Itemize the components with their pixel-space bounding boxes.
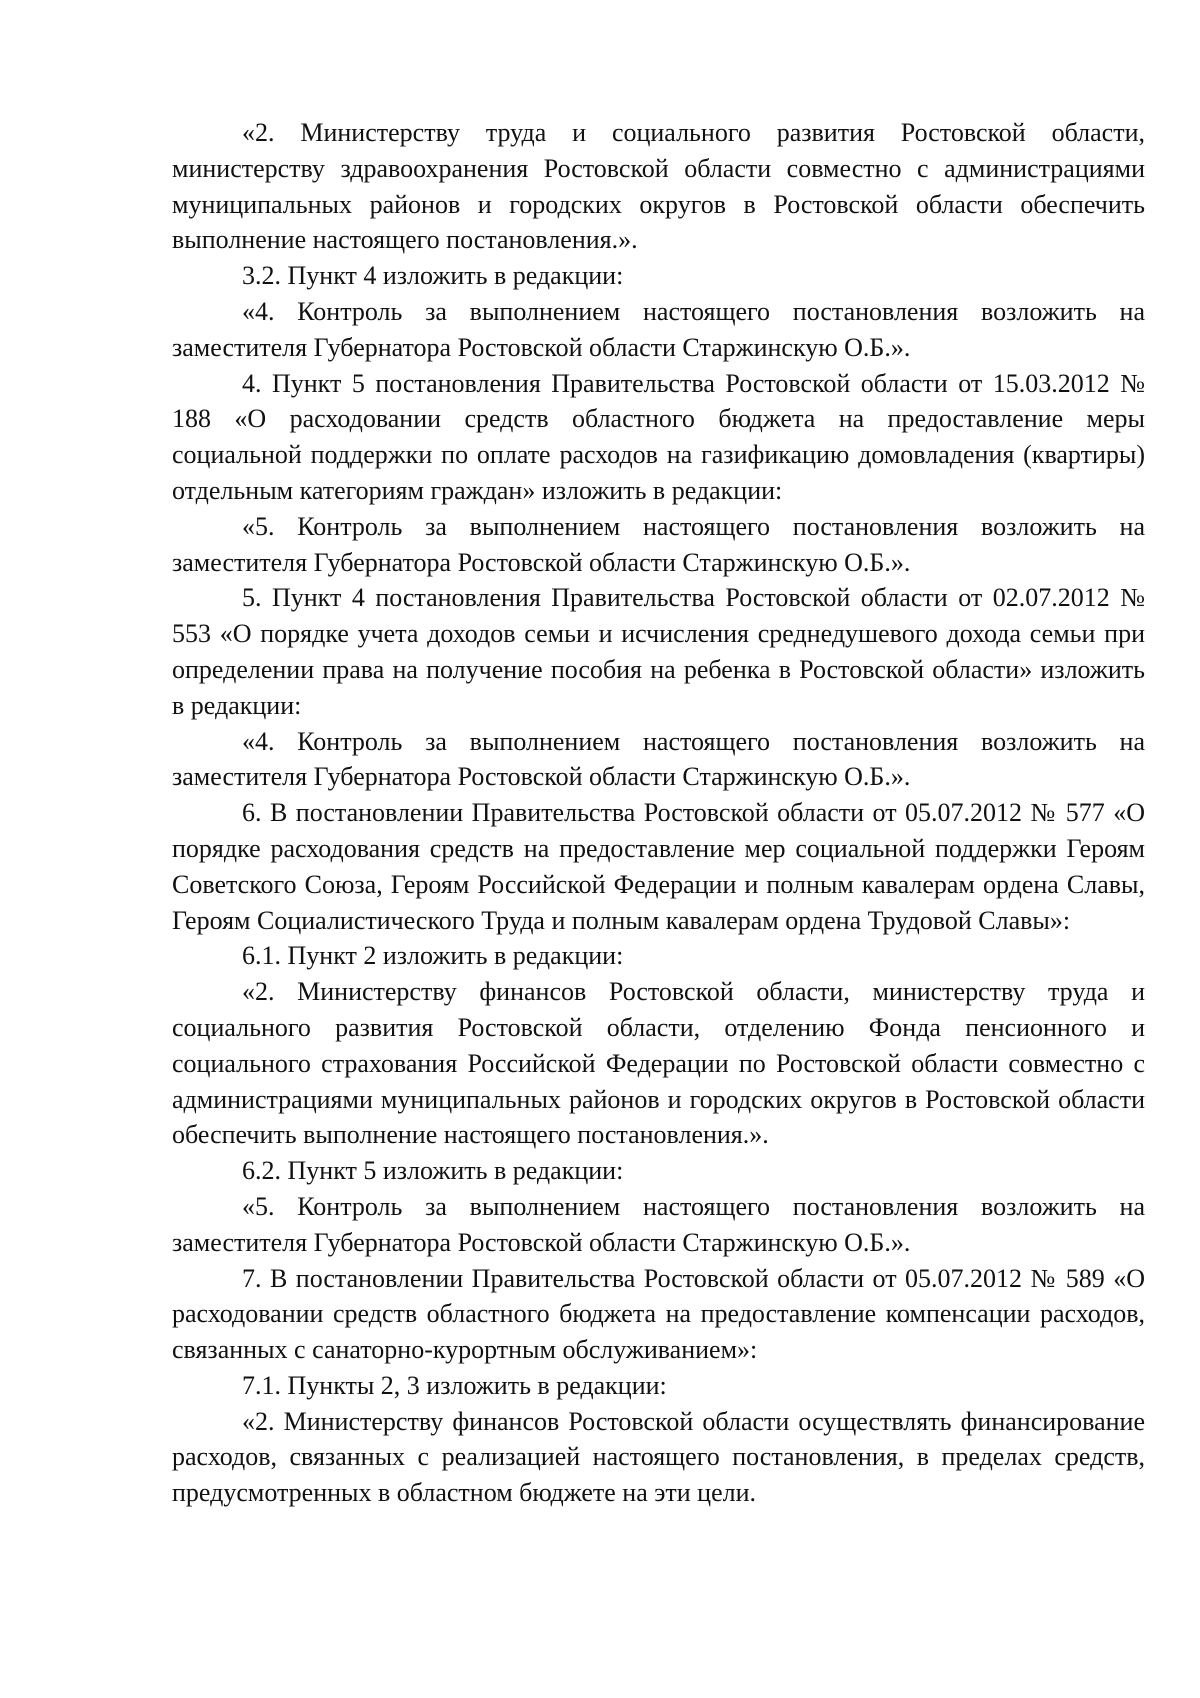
paragraph-clause-2-financing: «2. Министерству финансов Ростовской области осуществлять финансирование расходов, связанных с реализацией настоящего постановления, в пределах средств, предусмотренных в областном бюджете на эти цели.: [172, 1406, 1145, 1508]
paragraph-item-5: 5. Пункт 4 постановления Правительства Ростовской области от 02.07.2012 № 553 «О порядке учета доходов семьи и исчисления среднедушевого дохода семьи при определении права на получение пособия на ребенка в Ростовской области» изложить в редакции:: [172, 583, 1145, 720]
paragraph-item-6: 6. В постановлении Правительства Ростовской области от 05.07.2012 № 577 «О порядке расходования средств на предоставление мер социальной поддержки Героям Советского Союза, Героям Российской Федерации и полным кавалерам ордена Славы, Героям Социалистического Труда и полным кавалерам ордена Трудовой Славы»:: [172, 798, 1145, 935]
paragraph-clause-2-ministries: «2. Министерству труда и социального развития Ростовской области, министерству здравоохранения Ростовской области совместно с администрациями муниципальных районов и городских округов в Ростовской области обеспечить выполнение настоящего постановления.».: [172, 118, 1145, 255]
paragraph-3-2-heading: 3.2. Пункт 4 изложить в редакции:: [242, 261, 624, 291]
paragraph-clause-2-finance: «2. Министерству финансов Ростовской области, министерству труда и социального развития Ростовской области, отделению Фонда пенсионного и социального страхования Российской Федерации по Ростовской области совместно с администрациями муниципальных районов и городских округов в Ростовской области обеспечить выполнение настоящего постановления.».: [172, 977, 1145, 1150]
paragraph-6-2-heading: 6.2. Пункт 5 изложить в редакции:: [242, 1156, 624, 1186]
document-body: [172, 115, 1145, 1511]
paragraph-6-1-heading: 6.1. Пункт 2 изложить в редакции:: [242, 941, 624, 971]
paragraph-7-1-heading: 7.1. Пункты 2, 3 изложить в редакции:: [242, 1370, 667, 1400]
paragraph-item-7: 7. В постановлении Правительства Ростовской области от 05.07.2012 № 589 «О расходовании средств областного бюджета на предоставление компенсации расходов, связанных с санаторно-курортным обслуживанием»:: [172, 1263, 1145, 1365]
paragraph-clause-5-control-2: «5. Контроль за выполнением настоящего постановления возложить на заместителя Губернатора Ростовской области Старжинскую О.Б.».: [172, 1191, 1145, 1257]
paragraph-clause-4-control-2: «4. Контроль за выполнением настоящего постановления возложить на заместителя Губернатора Ростовской области Старжинскую О.Б.».: [172, 726, 1145, 792]
paragraph-item-4: 4. Пункт 5 постановления Правительства Ростовской области от 15.03.2012 № 188 «О расходовании средств областного бюджета на предоставление меры социальной поддержки по оплате расходов на газификацию домовладения (квартиры) отдельным категориям граждан» изложить в редакции:: [172, 368, 1145, 505]
paragraph-clause-5-control: «5. Контроль за выполнением настоящего постановления возложить на заместителя Губернатора Ростовской области Старжинскую О.Б.».: [172, 511, 1145, 577]
paragraph-clause-4-control: «4. Контроль за выполнением настоящего постановления возложить на заместителя Губернатора Ростовской области Старжинскую О.Б.».: [172, 296, 1145, 362]
